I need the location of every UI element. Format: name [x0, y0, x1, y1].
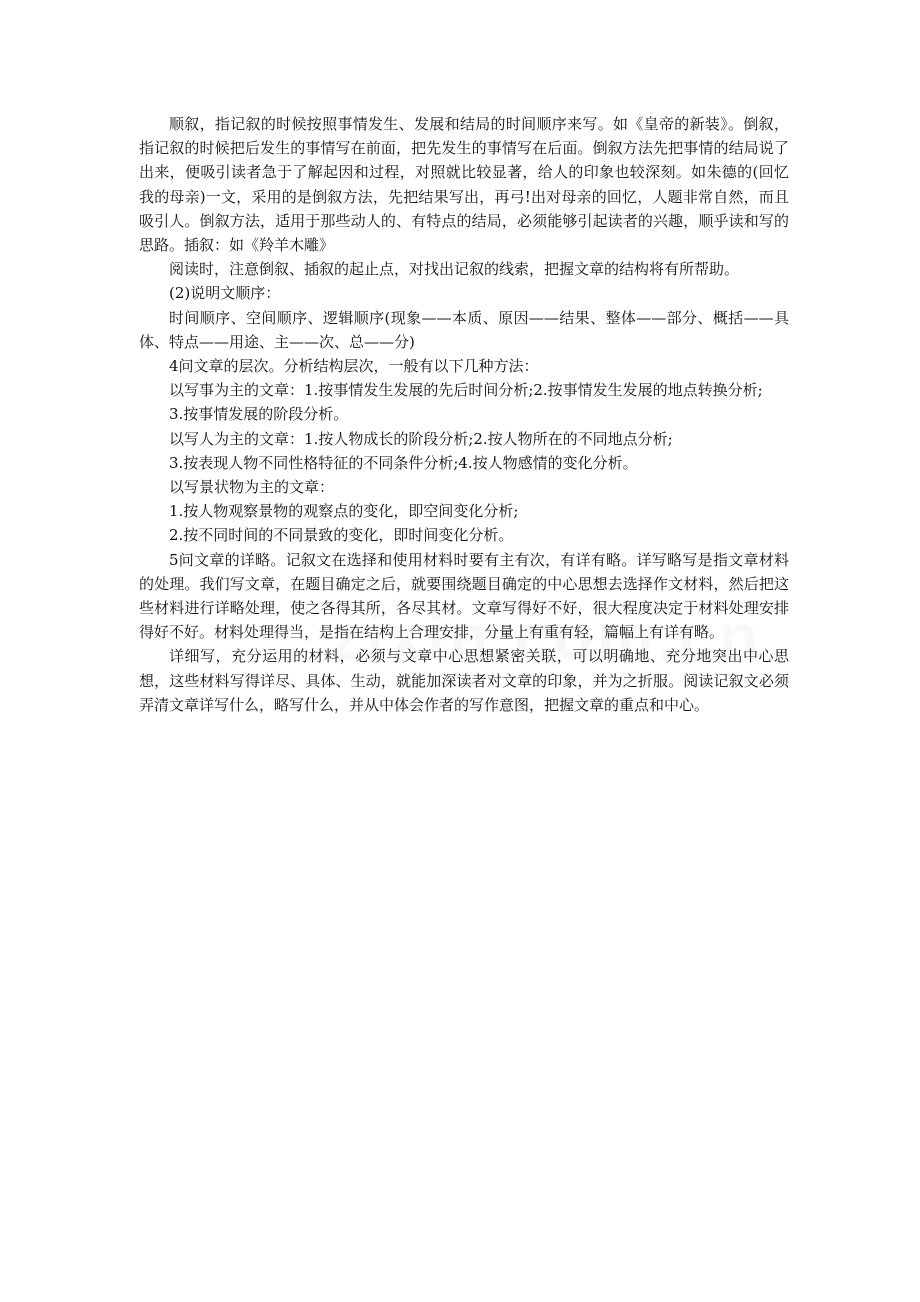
paragraph-expository-orders: 时间顺序、空间顺序、逻辑顺序(现象——本质、原因——结果、整体——部分、概括——具体、特点——用途、主——次、总——分): [139, 308, 789, 351]
paragraph-person-articles: 以写人为主的文章：1.按人物成长的阶段分析;2.按人物所在的不同地点分析;: [169, 429, 673, 448]
paragraph-reading-tip: 阅读时，注意倒叙、插叙的起止点，对找出记叙的线索，把握文章的结构将有所帮助。: [169, 260, 740, 279]
paragraph-event-stages: 3.按事情发展的阶段分析。: [169, 405, 349, 424]
paragraph-event-articles: 以写事为主的文章：1.按事情发生发展的先后时间分析;2.按事情发生发展的地点转换分析;: [169, 381, 763, 400]
paragraph-narrative-order: 顺叙，指记叙的时候按照事情发生、发展和结局的时间顺序来写。如《皇帝的新装》。倒叙，指记叙的时候把后发生的事情写在前面，把先发生的事情写在后面。倒叙方法先把事情的结局说了出来，便吸引读者急于了解起因和过程，对照就比较显著，给人的印象也较深刻。如朱德的(回忆我的母亲)一文，采用的是倒叙方法，先把结果写出，再弓!出对母亲的回忆，人题非常自然，而且吸引人。倒叙方法，适用于那些动人的、有特点的结局，必须能够引起读者的兴趣，顺乎读和写的思路。插叙：如《羚羊木雕》: [139, 115, 789, 255]
paragraph-scenery-time: 2.按不同时间的不同景致的变化，即时间变化分析。: [169, 526, 514, 545]
document-body: [139, 112, 789, 717]
paragraph-person-traits: 3.按表现人物不同性格特征的不同条件分析;4.按人物感情的变化分析。: [169, 453, 638, 472]
paragraph-structure-heading: 4问文章的层次。分析结构层次，一般有以下几种方法：: [169, 357, 539, 376]
paragraph-scenery-space: 1.按人物观察景物的观察点的变化，即空间变化分析;: [169, 502, 519, 521]
paragraph-expository-heading: (2)说明文顺序：: [169, 284, 281, 303]
paragraph-detail-brief: 5问文章的详略。记叙文在选择和使用材料时要有主有次，有详有略。详写略写是指文章材料的处理。我们写文章，在题目确定之后，就要围绕题目确定的中心思想去选择作文材料，然后把这些材料进行详略处理，使之各得其所，各尽其材。文章写得好不好，很大程度决定于材料处理安排得好不好。材料处理得当，是指在结构上合理安排，分量上有重有轻，篇幅上有详有略。: [139, 550, 789, 642]
paragraph-scenery-heading: 以写景状物为主的文章：: [169, 478, 335, 497]
paragraph-detail-writing: 详细写，充分运用的材料，必须与文章中心思想紧密关联，可以明确地、充分地突出中心思想，这些材料写得详尽、具体、生动，就能加深读者对文章的印象，并为之折服。阅读记叙文必须弄清文章详写什么，略写什么，并从中体会作者的写作意图，把握文章的重点和中心。: [139, 647, 789, 714]
